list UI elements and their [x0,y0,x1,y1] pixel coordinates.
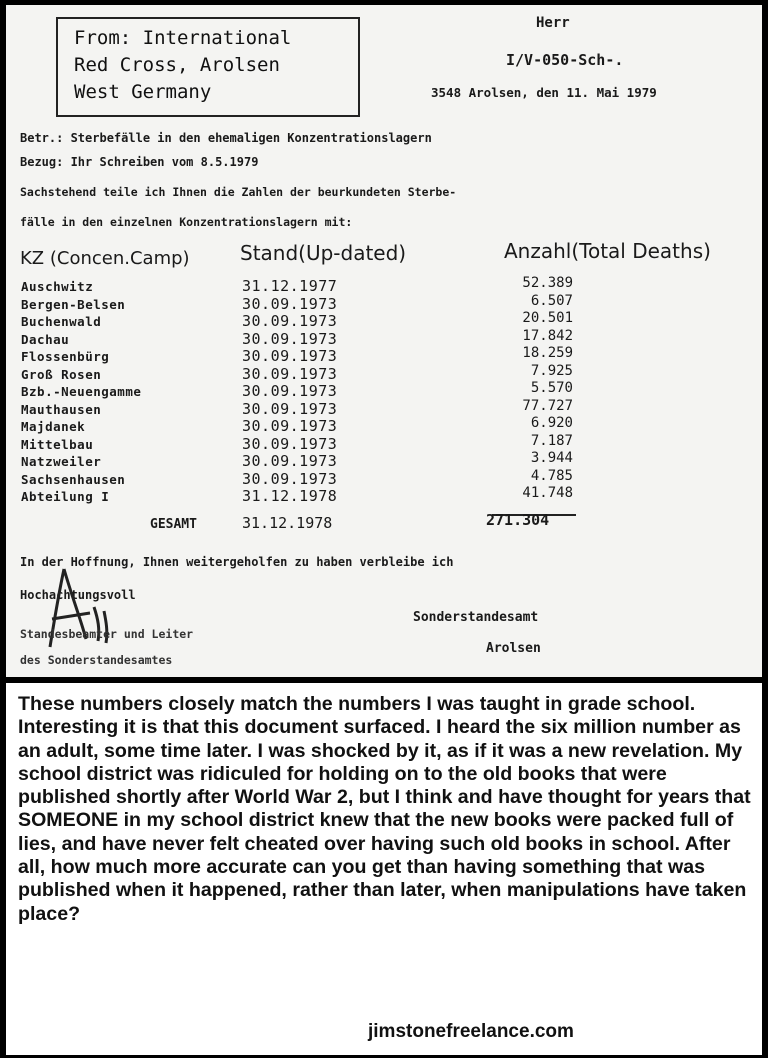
camp-total: 4.785 [530,467,573,484]
header-total: Anzahl(Total Deaths) [504,239,711,263]
camp-total: 18.259 [522,345,573,361]
camp-date: 30.09.1973 [242,434,338,453]
camp-name: Bergen-Belsen [21,296,126,312]
camp-total: 6.920 [530,415,573,431]
commentary-panel [6,683,762,1055]
camp-total: 3.944 [530,450,573,466]
camp-date: 30.09.1973 [242,417,338,435]
sender-stamp-box [56,17,360,117]
camp-name: Abteilung I [21,489,110,504]
sender-line-1: From: International [74,27,292,49]
camp-total: 5.570 [530,380,573,396]
camp-date: 31.12.1978 [242,487,338,505]
camp-total: 7.187 [530,432,573,449]
camp-total: 6.507 [530,292,573,309]
camp-name: Sachsenhausen [21,471,126,487]
camp-date: 30.09.1973 [242,364,338,383]
camp-date: 30.09.1973 [242,469,338,488]
intro-line-1: Sachstehend teile ich Ihnen die Zahlen der beurkundeten Sterbe- [20,185,457,199]
camp-name: Flossenbürg [21,349,110,364]
camp-total: 41.748 [522,485,573,501]
signer-right-2: Arolsen [486,641,541,656]
camp-name: Dachau [21,331,70,347]
closing-line: In der Hoffnung, Ihnen weitergeholfen zu haben verbleibe ich [20,555,454,569]
reference-line: Bezug: Ihr Schreiben vom 8.5.1979 [20,155,259,169]
scanned-letter [6,5,762,677]
subject-line: Betr.: Sterbefälle in den ehemaligen Konzentrationslagern [20,131,432,145]
camp-name: Natzweiler [21,454,102,469]
camp-total: 52.389 [522,275,573,291]
camp-name: Groß Rosen [21,366,102,382]
sender-line-3: West Germany [74,81,212,103]
camp-name: Auschwitz [21,279,94,294]
reference-number: I/V-050-Sch-. [506,51,624,69]
camp-name: Buchenwald [21,314,102,329]
signer-left-2: des Sonderstandesamtes [20,653,173,667]
camp-total: 7.925 [530,362,573,379]
sender-line-2: Red Cross, Arolsen [74,54,280,76]
source-credit: jimstonefreelance.com [368,1021,574,1042]
signer-left-1: Standesbeamter und Leiter [20,627,194,641]
camp-date: 30.09.1973 [242,329,338,348]
intro-line-2: fälle in den einzelnen Konzentrationslagern mit: [20,215,353,229]
camp-total: 77.727 [522,397,573,414]
camp-name: Mauthausen [21,401,102,417]
recipient: Herr [536,15,570,31]
camp-date: 30.09.1973 [242,399,338,418]
camp-date: 30.09.1973 [242,452,338,470]
camp-date: 30.09.1973 [242,312,338,330]
handwritten-signature [46,567,136,657]
signer-right-1: Sonderstandesamt [413,610,539,625]
total-value: 271.304 [486,511,550,529]
camp-date: 31.12.1977 [242,277,338,295]
header-camp: KZ (Concen.Camp) [20,248,190,269]
commentary-text: These numbers closely match the numbers I was taught in grade school. Interesting it is that this document surfaced. I heard the six million number as an adult, some time later. I was shocked by it, as if it was a new revelation. My school district was ridiculed for holding on to the old books that were published shortly after World War 2, but I think and have thought for years that SOMEONE in my school district knew that the new books were packed full of lies, and have never felt cheated over having such old books in school. After all, how much more accurate can you get than having something that was published when it happened, rather than later, when manipulations have taken place? [18,693,751,925]
regards: Hochachtungsvoll [20,588,136,602]
camp-total: 20.501 [522,310,573,326]
camp-name: Bzb.-Neuengamme [21,384,142,399]
camp-date: 30.09.1973 [242,347,338,365]
total-label: GESAMT [150,517,197,532]
total-date: 31.12.1978 [242,514,333,532]
header-date: Stand(Up-dated) [240,241,407,265]
camp-date: 30.09.1973 [242,294,338,313]
camp-date: 30.09.1973 [242,382,338,400]
camp-total: 17.842 [522,327,573,344]
camp-name: Majdanek [21,419,86,434]
place-date: 3548 Arolsen, den 11. Mai 1979 [431,85,657,100]
camp-name: Mittelbau [21,436,94,452]
